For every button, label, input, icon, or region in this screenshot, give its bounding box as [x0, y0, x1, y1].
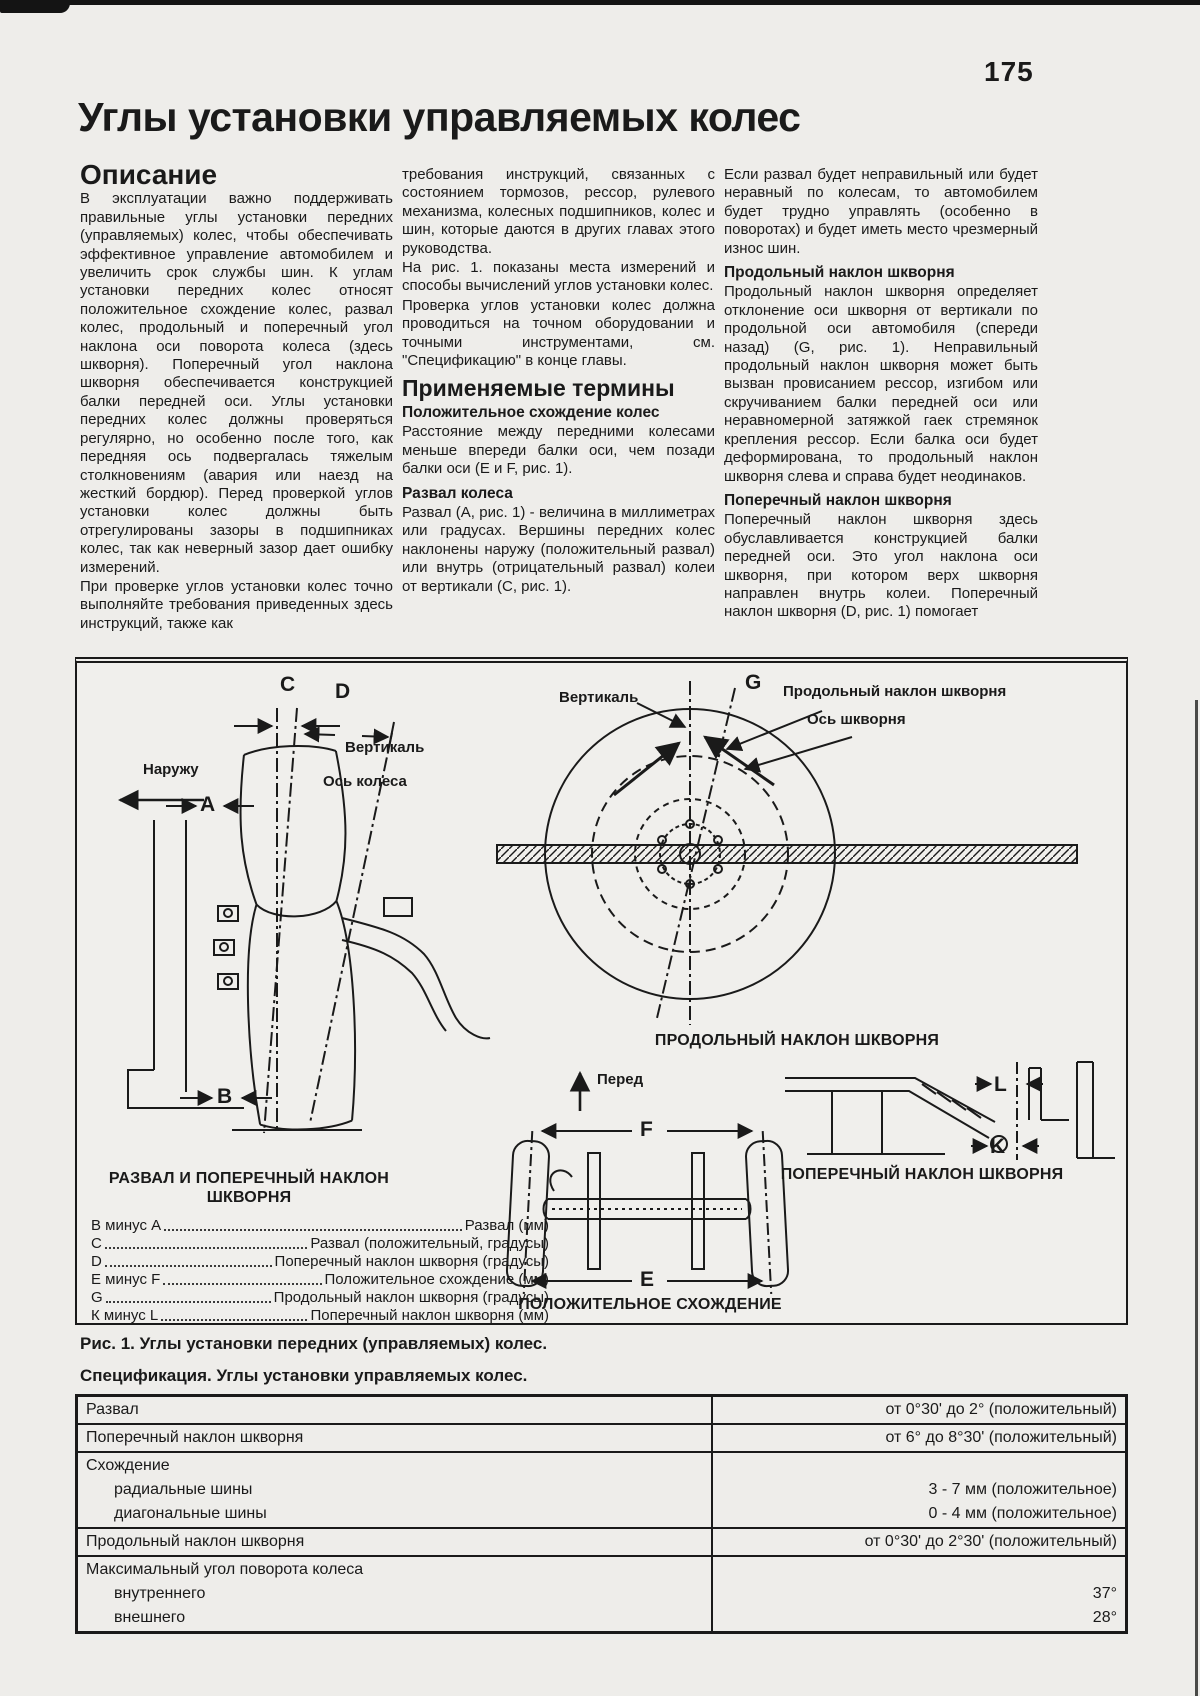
body-paragraph: Развал (А, рис. 1) - величина в миллиметрах или градусах. Вершины передних колес наклонены наружу (положительный развал) или внутрь (отрицательный развал) колеи от вертикали (С, рис. 1). — [402, 503, 715, 595]
body-paragraph: В эксплуатации важно поддерживать правильные углы установки передних (управляемых) колес, чтобы обеспечивать эффективное управление автомобилем и увеличить срок службы шин. К углам установки передних колес относят положительное схождение колес, развал колес, продольный и поперечный угол наклона оси поворота колеса (здесь шкворня). Поперечный угол наклона шкворня обеспечивается конструкцией балки передней оси. Углы установки передних колес должны проверяться регулярно, но особенно после того, как передняя ось подвергалась тяжелым столкновениям (авария или наезд на жесткий бордюр). Перед проверкой углов установки колес должны быть отрегулированы зазоры в подшипниках колес, так как неверный зазор дает ошибку измерений. — [80, 190, 393, 576]
scan-corner-artifact — [0, 0, 70, 13]
table-cell-value — [713, 1453, 1125, 1527]
body-paragraph: Продольный наклон шкворня определяет отклонение оси шкворня от вертикали по продольной оси автомобиля (спереди назад) (G, рис. 1). Неправильный продольный наклон шкворня может быть вызван провисанием рессор, изгибом или скручиванием балки передней оси или неравномерной затяжкой гаек стремянок крепления рессор. Если балка оси будет деформирована, то продольный наклон шкворня слева и справа будет неодинаков. — [724, 283, 1038, 485]
label-e: E — [640, 1268, 655, 1291]
body-paragraph: Расстояние между передними колесами меньше впереди балки оси, чем позади балки оси (Е и F, рис. 1). — [402, 423, 715, 478]
dotted-leader — [106, 1301, 271, 1303]
figure-caption: Рис. 1. Углы установки передних (управляемых) колес. — [80, 1334, 548, 1353]
legend-term: D — [91, 1253, 102, 1270]
dotted-leader — [105, 1247, 307, 1249]
group-sub-label: внутреннего — [114, 1585, 206, 1602]
dotted-leader — [164, 1229, 462, 1231]
body-paragraph: требования инструкций, связанных с состоянием тормозов, рессор, рулевого механизма, колесных подшипников, колес и шин, которые даются в других главах этого руководства. — [402, 166, 715, 257]
group-sub-value: 37° — [1092, 1585, 1117, 1602]
group-sub-value: 28° — [1092, 1609, 1117, 1626]
wheel-axis-label: Ось колеса — [323, 773, 407, 790]
front-label: Перед — [597, 1071, 644, 1088]
dotted-leader — [161, 1319, 307, 1321]
legend-desc: Продольный наклон шкворня (градусы) — [273, 1289, 549, 1306]
legend-item — [91, 1217, 549, 1235]
caster-caption: ПРОДОЛЬНЫЙ НАКЛОН ШКВОРНЯ — [654, 1032, 940, 1049]
vertical-right-label: Вертикаль — [559, 689, 639, 706]
table-row — [78, 1425, 1125, 1453]
legend-desc: Развал (положительный, градусы) — [310, 1235, 549, 1252]
text-column-3 — [724, 166, 1038, 623]
label-a: A — [200, 793, 216, 816]
legend-term: В минус А — [91, 1217, 162, 1234]
page-title: Углы установки управляемых колес — [78, 94, 801, 140]
legend-desc: Поперечный наклон шкворня (мм) — [310, 1307, 549, 1324]
dotted-leader — [105, 1265, 272, 1267]
group-label: Максимальный угол поворота колеса — [86, 1561, 364, 1578]
legend-term: С — [91, 1235, 102, 1252]
toe-caption: ПОЛОЖИТЕЛЬНОЕ СХОЖДЕНИЕ — [518, 1296, 782, 1313]
blank-value — [721, 1454, 1117, 1478]
table-cell-label: Поперечный наклон шкворня — [78, 1425, 713, 1451]
legend-term: К минус L — [91, 1307, 159, 1324]
scan-right-edge-artifact — [1195, 700, 1198, 1696]
table-cell-label: Продольный наклон шкворня — [78, 1529, 713, 1555]
body-paragraph: Если развал будет неправильный или будет неравный по колесам, то автомобилем будет трудно управлять (особенно в поворотах) и будет иметь место чрезмерный износ шин. — [724, 166, 1038, 257]
page-number: 175 — [984, 56, 1034, 87]
label-f: F — [640, 1118, 653, 1141]
group-sub-label: внешнего — [114, 1609, 186, 1626]
caster-pointer-label: Продольный наклон шкворня — [783, 683, 1007, 700]
table-cell-label: Развал — [78, 1397, 713, 1423]
kingpin-lateral-diagram — [777, 1058, 1122, 1170]
spec-heading: Спецификация. Углы установки управляемых колес. — [80, 1366, 528, 1385]
vertical-left-label: Вертикаль — [345, 739, 425, 756]
kingpin-axis-label: Ось шкворня — [807, 711, 906, 728]
legend-desc: Поперечный наклон шкворня (градусы) — [274, 1253, 549, 1270]
description-heading: Описание — [80, 159, 218, 190]
blank-value — [721, 1558, 1117, 1582]
kingpin-subheading: Поперечный наклон шкворня — [724, 491, 952, 509]
group-label: Схождение — [86, 1457, 170, 1474]
table-row-group — [78, 1453, 1125, 1529]
text-column-2 — [402, 166, 715, 597]
table-row — [78, 1529, 1125, 1557]
label-k: K — [990, 1135, 1006, 1158]
body-paragraph: На рис. 1. показаны места измерений и способы вычислений углов установки колес. — [402, 259, 715, 295]
table-row — [78, 1397, 1125, 1425]
dotted-leader — [163, 1283, 321, 1285]
figure-legend — [91, 1217, 549, 1325]
label-l: L — [994, 1073, 1007, 1096]
table-cell-label — [78, 1453, 713, 1527]
caster-subheading: Продольный наклон шкворня — [724, 264, 955, 282]
body-paragraph: Поперечный наклон шкворня здесь обуславливается конструкцией балки передней оси. Это угол наклона оси шкворня, при котором верх шкворня направлен внутрь колеи. Поперечный наклон шкворня (D, рис. 1) помогает — [724, 511, 1038, 621]
legend-term: Е минус F — [91, 1271, 161, 1288]
legend-item — [91, 1271, 549, 1289]
group-sub-label: диагональные шины — [114, 1505, 267, 1522]
label-b: B — [217, 1085, 233, 1108]
camber-caption: РАЗВАЛ И ПОПЕРЕЧНЫЙ НАКЛОН ШКВОРНЯ — [108, 1170, 390, 1206]
table-cell-value: от 6° до 8°30' (положительный) — [885, 1429, 1117, 1446]
camber-diagram — [92, 678, 492, 1168]
legend-item — [91, 1253, 549, 1271]
table-cell-value: от 0°30' до 2°30' (положительный) — [864, 1533, 1117, 1550]
outward-label: Наружу — [143, 761, 199, 778]
legend-item — [91, 1289, 549, 1307]
body-paragraph: При проверке углов установки колес точно выполняйте требования приведенных здесь инструкций, также как — [80, 577, 393, 632]
text-column-1 — [80, 159, 393, 634]
table-cell-value: от 0°30' до 2° (положительный) — [885, 1401, 1117, 1418]
legend-desc: Развал (мм) — [464, 1217, 549, 1234]
legend-item — [91, 1307, 549, 1325]
label-g: G — [745, 671, 762, 694]
lateral-caption: ПОПЕРЕЧНЫЙ НАКЛОН ШКВОРНЯ — [780, 1166, 1064, 1183]
table-cell-label — [78, 1557, 713, 1631]
figure-1 — [75, 657, 1128, 1325]
label-d: D — [335, 680, 351, 703]
legend-term: G — [91, 1289, 103, 1306]
group-sub-label: радиальные шины — [114, 1481, 253, 1498]
label-c: C — [280, 673, 296, 696]
toe-in-subheading: Положительное схождение колес — [402, 403, 660, 421]
table-cell-value — [713, 1557, 1125, 1631]
scan-edge-artifact — [0, 0, 1200, 5]
camber-subheading: Развал колеса — [402, 484, 513, 502]
group-sub-value: 3 - 7 мм (положительное) — [928, 1481, 1117, 1498]
legend-item — [91, 1235, 549, 1253]
spec-table — [75, 1394, 1128, 1634]
group-sub-value: 0 - 4 мм (положительное) — [928, 1505, 1117, 1522]
legend-desc: Положительное схождение (мм) — [324, 1271, 549, 1288]
table-row-group — [78, 1557, 1125, 1631]
body-paragraph: Проверка углов установки колес должна проводиться на точном оборудовании и точными инструментами, см. "Спецификацию" в конце главы. — [402, 296, 715, 370]
terms-heading: Применяемые термины — [402, 375, 675, 402]
